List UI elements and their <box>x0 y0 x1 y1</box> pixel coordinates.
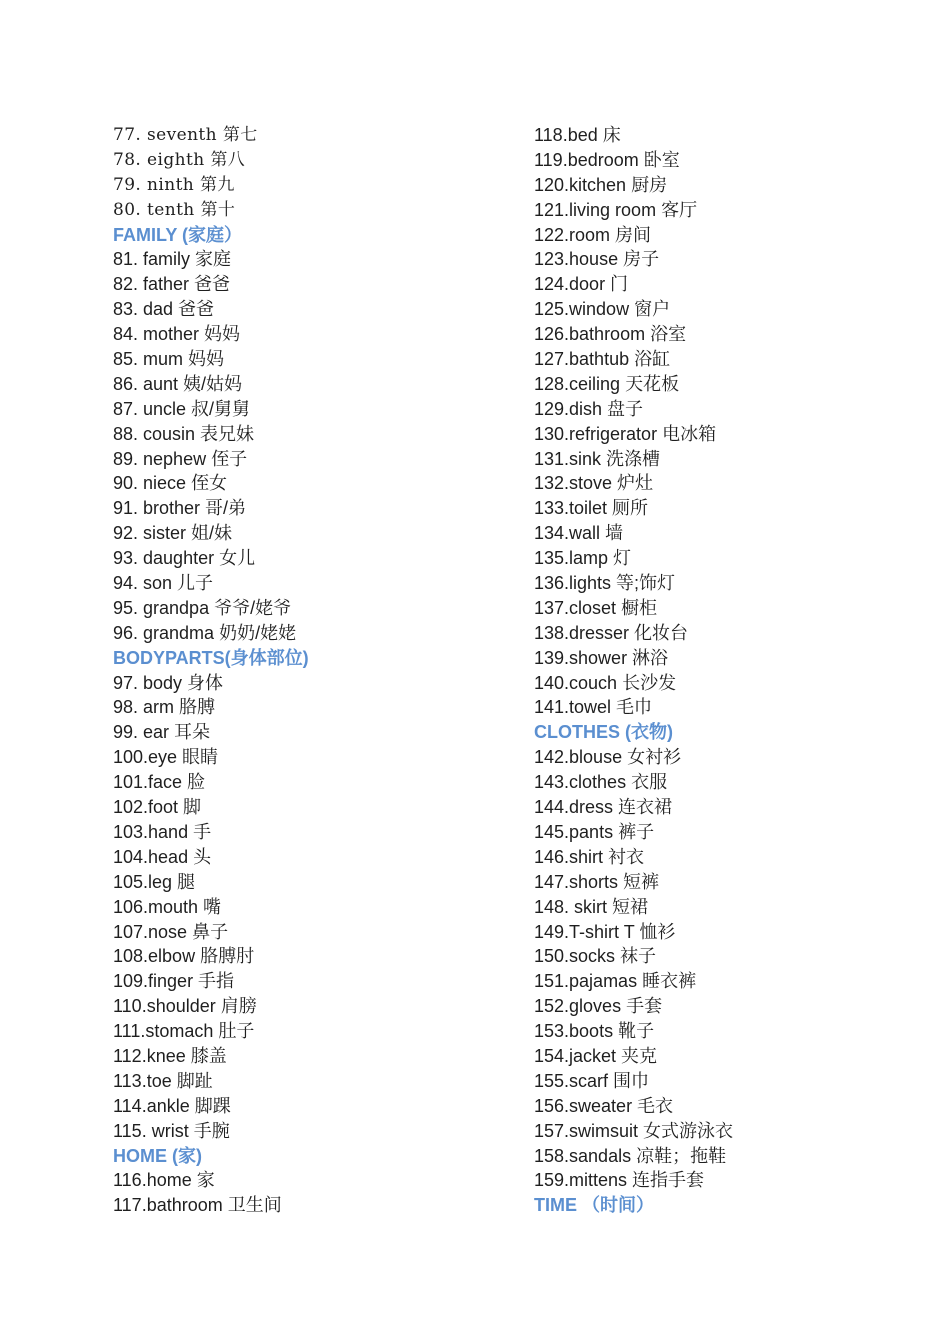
vocab-entry: 134.wall 墙 <box>534 523 624 544</box>
vocab-entry: 82. father 爸爸 <box>113 274 231 295</box>
vocab-entry: 125.window 窗户 <box>534 299 671 320</box>
vocab-entry: 144.dress 连衣裙 <box>534 797 673 818</box>
vocab-entry: 137.closet 橱柜 <box>534 597 658 618</box>
vocab-entry: 154.jacket 夹克 <box>534 1045 658 1066</box>
vocab-entry: 147.shorts 短裤 <box>534 871 660 892</box>
section-heading: HOME (家) <box>113 1145 202 1166</box>
vocab-entry: 127.bathtub 浴缸 <box>534 349 671 370</box>
section-heading: FAMILY (家庭） <box>113 224 243 245</box>
vocab-entry: 157.swimsuit 女式游泳衣 <box>534 1120 734 1141</box>
vocab-entry: 128.ceiling 天花板 <box>534 373 680 394</box>
vocab-entry: 86. aunt 姨/姑妈 <box>113 373 243 394</box>
vocab-entry: 100.eye 眼睛 <box>113 747 219 768</box>
vocab-entry: 89. nephew 侄子 <box>113 448 248 469</box>
vocab-entry: 79. ninth 第九 <box>113 174 235 195</box>
vocab-entry: 105.leg 腿 <box>113 871 196 892</box>
vocab-entry: 159.mittens 连指手套 <box>534 1170 705 1191</box>
vocab-entry: 116.home 家 <box>113 1170 215 1191</box>
vocab-entry: 93. daughter 女儿 <box>113 548 256 569</box>
vocab-entry: 142.blouse 女衬衫 <box>534 747 682 768</box>
vocab-entry: 132.stove 炉灶 <box>534 473 654 494</box>
right-column <box>534 123 934 1218</box>
vocab-entry: 111.stomach 肚子 <box>113 1021 255 1042</box>
vocab-entry: 120.kitchen 厨房 <box>534 174 668 195</box>
vocab-entry: 124.door 门 <box>534 274 629 295</box>
vocab-entry: 101.face 脸 <box>113 772 206 793</box>
vocab-entry: 153.boots 靴子 <box>534 1021 655 1042</box>
vocab-entry: 129.dish 盘子 <box>534 398 644 419</box>
vocab-entry: 126.bathroom 浴室 <box>534 324 687 345</box>
left-column <box>113 123 513 1218</box>
vocab-entry: 92. sister 姐/妹 <box>113 523 233 544</box>
vocab-entry: 117.bathroom 卫生间 <box>113 1195 282 1216</box>
vocab-entry: 80. tenth 第十 <box>113 199 236 220</box>
vocab-entry: 83. dad 爸爸 <box>113 299 215 320</box>
vocab-entry: 152.gloves 手套 <box>534 996 663 1017</box>
vocab-entry: 139.shower 淋浴 <box>534 647 669 668</box>
vocab-entry: 135.lamp 灯 <box>534 548 632 569</box>
vocab-entry: 151.pajamas 睡衣裤 <box>534 971 697 992</box>
section-heading: CLOTHES (衣物) <box>534 722 673 743</box>
vocab-entry: 94. son 儿子 <box>113 573 214 594</box>
section-heading: BODYPARTS(身体部位) <box>113 647 309 668</box>
vocab-entry: 88. cousin 表兄妹 <box>113 423 255 444</box>
vocab-entry: 146.shirt 衬衣 <box>534 846 645 867</box>
vocab-entry: 91. brother 哥/弟 <box>113 498 247 519</box>
vocab-entry: 81. family 家庭 <box>113 249 232 270</box>
vocab-entry: 150.socks 袜子 <box>534 946 657 967</box>
section-heading: TIME （时间） <box>534 1195 654 1216</box>
vocab-entry: 149.T-shirt T 恤衫 <box>534 921 676 942</box>
vocab-entry: 110.shoulder 肩膀 <box>113 996 257 1017</box>
vocab-entry: 102.foot 脚 <box>113 797 202 818</box>
vocab-entry: 90. niece 侄女 <box>113 473 228 494</box>
vocab-entry: 140.couch 长沙发 <box>534 672 677 693</box>
vocab-entry: 141.towel 毛巾 <box>534 697 653 718</box>
vocab-entry: 113.toe 脚趾 <box>113 1070 213 1091</box>
vocab-entry: 123.house 房子 <box>534 249 660 270</box>
vocab-entry: 108.elbow 胳膊肘 <box>113 946 255 967</box>
vocab-entry: 109.finger 手指 <box>113 971 235 992</box>
vocab-entry: 84. mother 妈妈 <box>113 324 241 345</box>
vocab-entry: 155.scarf 围巾 <box>534 1070 650 1091</box>
vocab-entry: 78. eighth 第八 <box>113 149 246 170</box>
vocab-entry: 95. grandpa 爷爷/姥爷 <box>113 597 292 618</box>
vocab-entry: 131.sink 洗涤槽 <box>534 448 661 469</box>
vocab-entry: 107.nose 鼻子 <box>113 921 229 942</box>
vocab-entry: 85. mum 妈妈 <box>113 349 225 370</box>
vocab-entry: 115. wrist 手腕 <box>113 1120 230 1141</box>
vocab-entry: 136.lights 等;饰灯 <box>534 573 676 594</box>
vocab-entry: 99. ear 耳朵 <box>113 722 211 743</box>
vocab-entry: 119.bedroom 卧室 <box>534 149 680 170</box>
vocab-entry: 118.bed 床 <box>534 125 621 145</box>
vocab-entry: 104.head 头 <box>113 846 212 867</box>
vocab-entry: 96. grandma 奶奶/姥姥 <box>113 622 297 643</box>
vocab-entry: 138.dresser 化妆台 <box>534 622 689 643</box>
vocab-entry: 148. skirt 短裙 <box>534 896 649 917</box>
vocab-entry: 97. body 身体 <box>113 672 224 693</box>
vocab-entry: 158.sandals 凉鞋；拖鞋 <box>534 1145 727 1166</box>
vocab-entry: 145.pants 裤子 <box>534 821 655 842</box>
vocab-entry: 87. uncle 叔/舅舅 <box>113 398 251 419</box>
vocab-entry: 133.toilet 厕所 <box>534 498 649 519</box>
vocab-entry: 103.hand 手 <box>113 821 212 842</box>
vocab-entry: 112.knee 膝盖 <box>113 1045 227 1066</box>
vocab-entry: 130.refrigerator 电冰箱 <box>534 423 717 444</box>
vocab-entry: 122.room 房间 <box>534 224 652 245</box>
vocab-entry: 143.clothes 衣服 <box>534 772 668 793</box>
vocab-entry: 156.sweater 毛衣 <box>534 1095 674 1116</box>
vocab-entry: 114.ankle 脚踝 <box>113 1095 231 1116</box>
vocab-entry: 106.mouth 嘴 <box>113 896 222 917</box>
vocab-entry: 121.living room 客厅 <box>534 199 698 220</box>
vocab-entry: 77. seventh 第七 <box>113 125 258 145</box>
vocab-entry: 98. arm 胳膊 <box>113 697 216 718</box>
